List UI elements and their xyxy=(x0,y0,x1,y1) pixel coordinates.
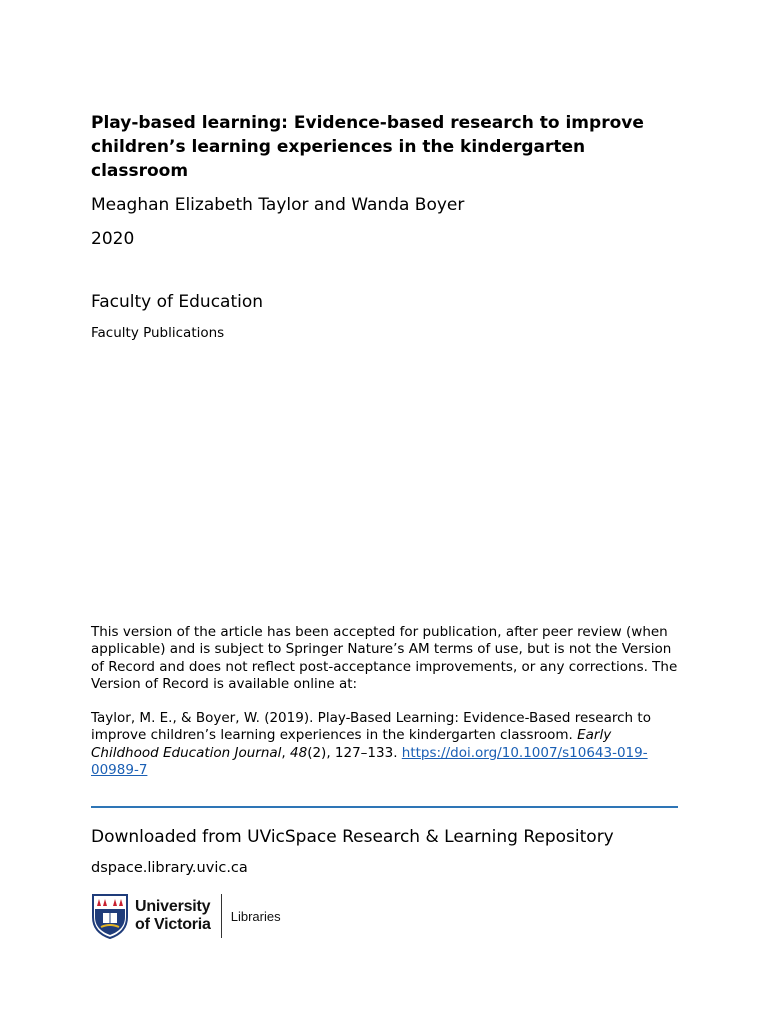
libraries-label: Libraries xyxy=(230,908,281,924)
uvic-libraries-logo[interactable] xyxy=(91,889,326,943)
publication-year: 2020 xyxy=(91,229,135,249)
journal-name: Early Childhood Education Journal xyxy=(91,727,612,761)
collection-name: Faculty Publications xyxy=(91,325,225,341)
university-name xyxy=(135,898,211,934)
document-title: Play-based learning: Evidence-based research to improve children’s learning experiences in the kindergarten classroom xyxy=(91,113,644,181)
citation xyxy=(91,710,681,779)
version-notice: This version of the article has been accepted for publication, after peer review (when applicable) and is subject to Springer Nature’s AM terms of use, but is not the Version of Record and does not reflect post-acceptance improvements, or any corrections. The Version of Record is available online at: xyxy=(91,624,678,692)
authors: Meaghan Elizabeth Taylor and Wanda Boyer xyxy=(91,195,465,215)
logo-line-1: University xyxy=(135,898,211,915)
citation-separator: , xyxy=(281,744,291,761)
logo-line-2: of Victoria xyxy=(135,916,211,933)
faculty-name: Faculty of Education xyxy=(91,292,264,312)
repository-url: dspace.library.uvic.ca xyxy=(91,860,248,876)
journal-volume: 48 xyxy=(290,744,308,761)
citation-text: Taylor, M. E., & Boyer, W. (2019). Play-Based Learning: Evidence-Based research to improve children’s learning experiences in the kindergarten classroom. xyxy=(91,710,651,744)
uvic-crest-icon xyxy=(91,893,129,939)
downloaded-from-heading: Downloaded from UVicSpace Research & Learning Repository xyxy=(91,827,614,847)
citation-pages: (2), 127–133. xyxy=(307,744,402,761)
logo-divider xyxy=(221,894,222,938)
doi-link[interactable]: https://doi.org/10.1007/s10643-019-00989-7 xyxy=(91,744,648,778)
divider-rule xyxy=(91,806,678,808)
